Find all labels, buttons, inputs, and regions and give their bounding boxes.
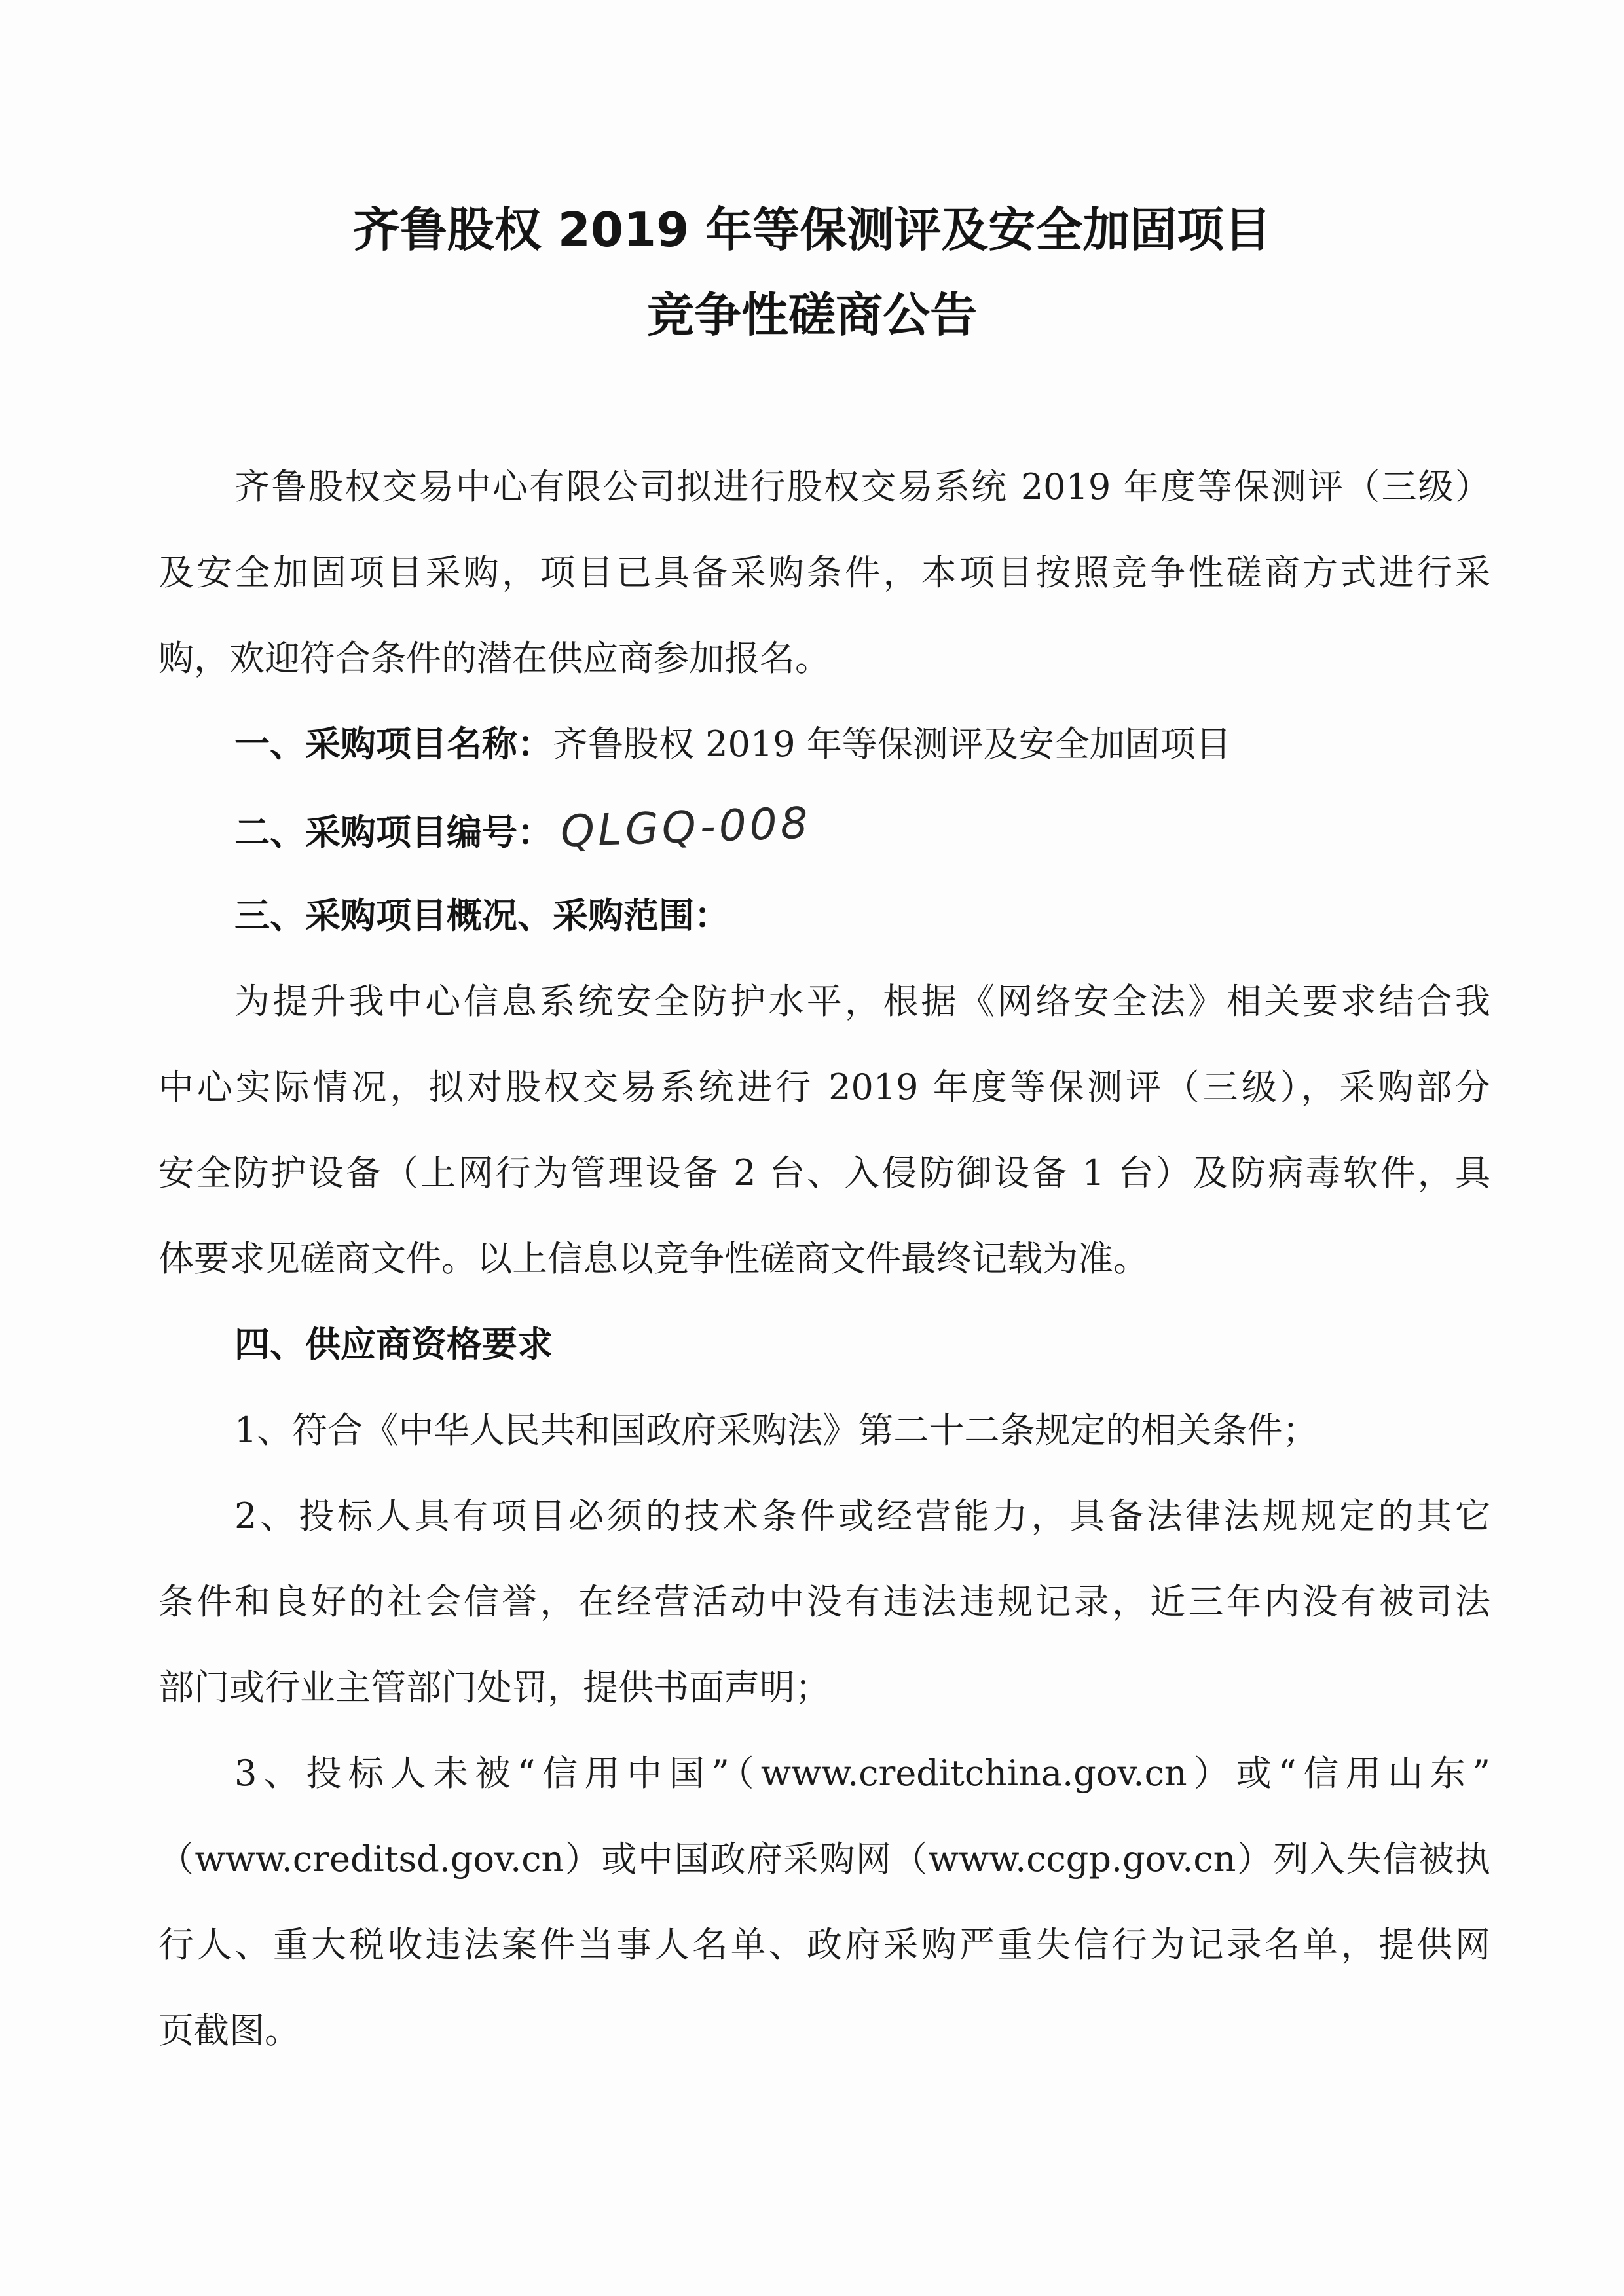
qualification-item-3-line: 行人、重大税收违法案件当事人名单、政府采购严重失信行为记录名单，提供网 — [158, 1924, 1490, 1965]
project-number-handwritten-value: QLGQ-008 — [559, 797, 812, 857]
project-name-value: 齐鲁股权 2019 年等保测评及安全加固项目 — [553, 723, 1231, 765]
document-title-line-1: 齐鲁股权 2019 年等保测评及安全加固项目 — [352, 202, 1272, 257]
qualification-item-2-line: 2、投标人具有项目必须的技术条件或经营能力，具备法律法规规定的其它 — [234, 1495, 1490, 1537]
document-title-line-2: 竞争性磋商公告 — [646, 287, 977, 342]
document-body — [158, 444, 1490, 2073]
qualifications-heading: 四、供应商资格要求 — [234, 1323, 553, 1365]
scope-heading: 三、采购项目概况、采购范围： — [234, 894, 729, 936]
project-number-line — [158, 787, 1490, 873]
qualification-item-3-line: 页截图。 — [158, 2010, 300, 2051]
intro-line: 及安全加固项目采购，项目已具备采购条件，本项目按照竞争性磋商方式进行采 — [158, 552, 1490, 593]
qualification-item-3-line: 3、投标人未被“信用中国”（www.creditchina.gov.cn）或“信用山东” — [234, 1753, 1490, 1794]
scope-line: 中心实际情况，拟对股权交易系统进行 2019 年度等保测评（三级），采购部分 — [158, 1066, 1490, 1108]
intro-line: 购，欢迎符合条件的潜在供应商参加报名。 — [158, 638, 830, 679]
scope-line: 安全防护设备（上网行为管理设备 2 台、入侵防御设备 1 台）及防病毒软件，具 — [158, 1152, 1490, 1194]
qualification-item-1-line: 1、符合《中华人民共和国政府采购法》第二十二条规定的相关条件； — [234, 1410, 1318, 1451]
project-name-label: 一、采购项目名称： — [234, 723, 553, 765]
scope-line: 体要求见磋商文件。以上信息以竞争性磋商文件最终记载为准。 — [158, 1238, 1149, 1279]
document-title — [0, 187, 1624, 357]
project-number-label: 二、采购项目编号： — [234, 811, 553, 853]
qualification-item-2-line: 部门或行业主管部门处罚，提供书面声明； — [158, 1667, 830, 1708]
project-name-line — [158, 701, 1490, 787]
intro-line: 齐鲁股权交易中心有限公司拟进行股权交易系统 2019 年度等保测评（三级） — [234, 466, 1490, 507]
qualification-item-2-line: 条件和良好的社会信誉，在经营活动中没有违法违规记录，近三年内没有被司法 — [158, 1581, 1490, 1622]
scope-line: 为提升我中心信息系统安全防护水平，根据《网络安全法》相关要求结合我 — [234, 981, 1490, 1022]
qualification-item-3-line: （www.creditsd.gov.cn）或中国政府采购网（www.ccgp.gov.cn）列入失信被执 — [158, 1838, 1490, 1880]
